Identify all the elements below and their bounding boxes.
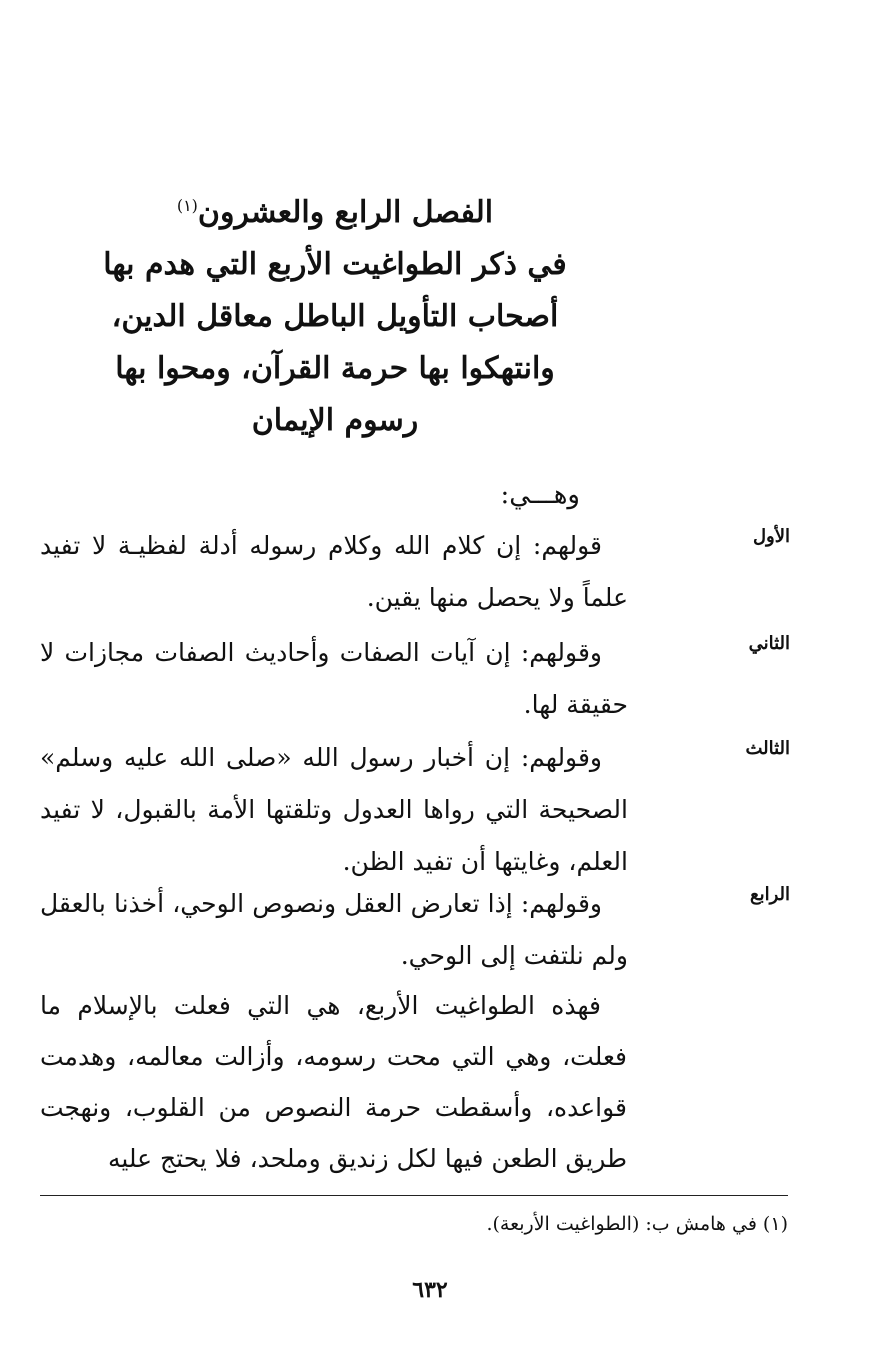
item-text: قولهم: إن كلام الله وكلام رسوله أدلة لفظيـة لا تفيد علماً ولا يحصل منها يقين.: [40, 531, 628, 612]
intro-text: وهـــي:: [500, 480, 580, 510]
page-number: ٦٣٢: [412, 1277, 448, 1303]
item-label: الثاني: [748, 633, 790, 654]
chapter-heading: [100, 180, 570, 447]
chapter-subtitle-line: أصحاب التأويل الباطل معاقل الدين،: [111, 299, 559, 334]
item-text: وقولهم: إن آيات الصفات وأحاديث الصفات مجازات لا حقيقة لها.: [40, 638, 628, 719]
footnote: (١) في هامش ب: (الطواغيت الأربعة).: [486, 1213, 788, 1235]
item-label: الأول: [752, 526, 790, 547]
item-text: وقولهم: إذا تعارض العقل ونصوص الوحي، أخذنا بالعقل ولم نلتفت إلى الوحي.: [40, 889, 628, 970]
item-label: الثالث: [745, 738, 790, 759]
footnote-marker: (١): [176, 196, 198, 215]
item-label: الرابع: [749, 884, 790, 905]
body-paragraph: فهذه الطواغيت الأربع، هي التي فعلت بالإسلام ما فعلت، وهي التي محت رسومه، وأزالت معالمه، وهدمت قواعده، وأسقطت حرمة النصوص من القلوب، ونهجت طريق الطعن فيها لكل زنديق وملحد، فلا يحتج عليه: [40, 991, 627, 1173]
chapter-subtitle-line: في ذكر الطواغيت الأربع التي هدم بها: [103, 247, 567, 282]
chapter-subtitle-line: رسوم الإيمان: [251, 403, 419, 438]
chapter-subtitle-line: وانتهكوا بها حرمة القرآن، ومحوا بها: [115, 351, 555, 386]
chapter-title: الفصل الرابع والعشرون$^{(١)}$: [176, 195, 494, 230]
footnote-divider: [40, 1195, 788, 1196]
item-text: وقولهم: إن أخبار رسول الله «صلى الله عليه وسلم» الصحيحة التي رواها العدول وتلقتها الأمة بالقبول، لا تفيد العلم، وغايتها أن تفيد الظن.: [40, 743, 628, 876]
